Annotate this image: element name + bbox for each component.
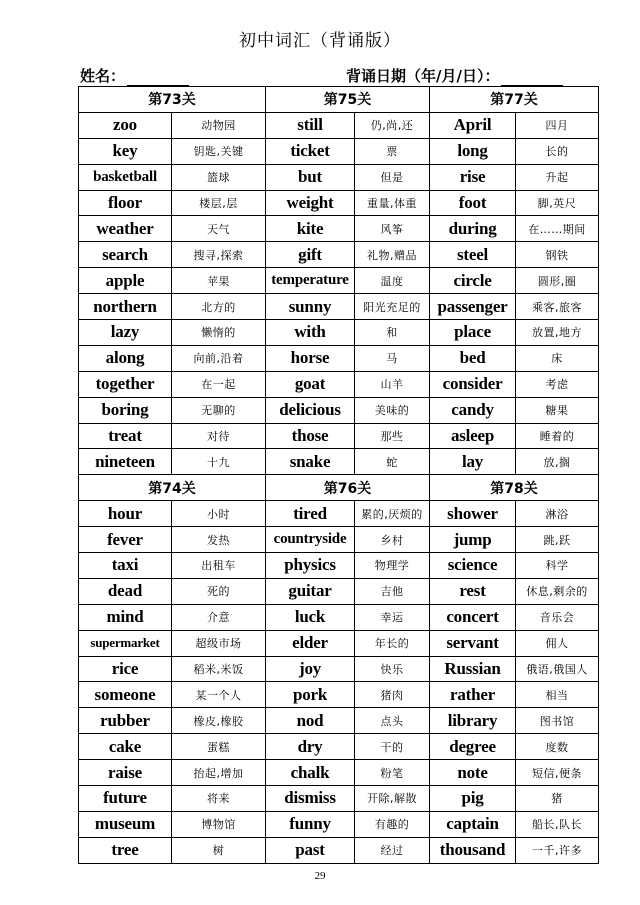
table-row <box>79 553 599 579</box>
level-title: 第76关 <box>266 475 430 501</box>
english-word: dry <box>266 734 355 760</box>
chinese-meaning: 搜寻,探索 <box>172 242 266 268</box>
chinese-meaning: 度数 <box>516 734 599 760</box>
table-row <box>79 604 599 630</box>
english-word: candy <box>430 397 516 423</box>
chinese-meaning: 小时 <box>172 501 266 527</box>
chinese-meaning: 科学 <box>516 553 599 579</box>
english-word: boring <box>79 397 172 423</box>
english-word: sunny <box>266 294 355 320</box>
english-word: floor <box>79 190 172 216</box>
english-word: elder <box>266 630 355 656</box>
chinese-meaning: 阳光充足的 <box>355 294 430 320</box>
level-title: 第73关 <box>79 87 266 113</box>
english-word: goat <box>266 371 355 397</box>
english-word: asleep <box>430 423 516 449</box>
chinese-meaning: 树 <box>172 837 266 863</box>
chinese-meaning: 图书馆 <box>516 708 599 734</box>
chinese-meaning: 脚,英尺 <box>516 190 599 216</box>
chinese-meaning: 北方的 <box>172 294 266 320</box>
table-row <box>79 294 599 320</box>
chinese-meaning: 乡村 <box>355 527 430 553</box>
table-row <box>79 242 599 268</box>
english-word: passenger <box>430 294 516 320</box>
english-word: apple <box>79 268 172 294</box>
english-word: rather <box>430 682 516 708</box>
name-field <box>80 64 189 86</box>
chinese-meaning: 动物园 <box>172 112 266 138</box>
english-word: cake <box>79 734 172 760</box>
english-word: delicious <box>266 397 355 423</box>
english-word: pig <box>430 786 516 812</box>
chinese-meaning: 吉他 <box>355 578 430 604</box>
english-word: physics <box>266 553 355 579</box>
english-word: lazy <box>79 320 172 346</box>
chinese-meaning: 有趣的 <box>355 811 430 837</box>
level-header-row <box>79 475 599 501</box>
name-blank <box>127 70 189 86</box>
english-word: ticket <box>266 138 355 164</box>
table-row <box>79 630 599 656</box>
english-word: shower <box>430 501 516 527</box>
chinese-meaning: 音乐会 <box>516 604 599 630</box>
table-row <box>79 682 599 708</box>
chinese-meaning: 累的,厌烦的 <box>355 501 430 527</box>
english-word: horse <box>266 345 355 371</box>
english-word: temperature <box>266 268 355 294</box>
table-row <box>79 734 599 760</box>
english-word: library <box>430 708 516 734</box>
table-row <box>79 708 599 734</box>
chinese-meaning: 十九 <box>172 449 266 475</box>
chinese-meaning: 楼层,层 <box>172 190 266 216</box>
chinese-meaning: 钢铁 <box>516 242 599 268</box>
english-word: chalk <box>266 760 355 786</box>
english-word: fever <box>79 527 172 553</box>
english-word: jump <box>430 527 516 553</box>
chinese-meaning: 温度 <box>355 268 430 294</box>
english-word: pork <box>266 682 355 708</box>
english-word: place <box>430 320 516 346</box>
english-word: together <box>79 371 172 397</box>
level-title: 第74关 <box>79 475 266 501</box>
english-word: someone <box>79 682 172 708</box>
table-row <box>79 449 599 475</box>
table-row <box>79 423 599 449</box>
level-title: 第75关 <box>266 87 430 113</box>
chinese-meaning: 睡着的 <box>516 423 599 449</box>
chinese-meaning: 介意 <box>172 604 266 630</box>
english-word: lay <box>430 449 516 475</box>
english-word: search <box>79 242 172 268</box>
english-word: with <box>266 320 355 346</box>
chinese-meaning: 稻米,米饭 <box>172 656 266 682</box>
chinese-meaning: 无聊的 <box>172 397 266 423</box>
table-row <box>79 345 599 371</box>
table-row <box>79 501 599 527</box>
table-row <box>79 216 599 242</box>
english-word: those <box>266 423 355 449</box>
chinese-meaning: 蛋糕 <box>172 734 266 760</box>
chinese-meaning: 考虑 <box>516 371 599 397</box>
chinese-meaning: 在……期间 <box>516 216 599 242</box>
english-word: bed <box>430 345 516 371</box>
chinese-meaning: 橡皮,橡胶 <box>172 708 266 734</box>
english-word: northern <box>79 294 172 320</box>
chinese-meaning: 向前,沿着 <box>172 345 266 371</box>
english-word: treat <box>79 423 172 449</box>
chinese-meaning: 放置,地方 <box>516 320 599 346</box>
chinese-meaning: 蛇 <box>355 449 430 475</box>
english-word: April <box>430 112 516 138</box>
chinese-meaning: 美味的 <box>355 397 430 423</box>
chinese-meaning: 粉笔 <box>355 760 430 786</box>
table-row <box>79 112 599 138</box>
english-word: during <box>430 216 516 242</box>
table-row <box>79 190 599 216</box>
english-word: rise <box>430 164 516 190</box>
english-word: but <box>266 164 355 190</box>
level-title: 第77关 <box>430 87 599 113</box>
chinese-meaning: 俄语,俄国人 <box>516 656 599 682</box>
date-label: 背诵日期（年/月/日）： <box>346 67 500 85</box>
english-word: future <box>79 786 172 812</box>
english-word: captain <box>430 811 516 837</box>
date-field <box>346 64 563 86</box>
chinese-meaning: 乘客,旅客 <box>516 294 599 320</box>
chinese-meaning: 佣人 <box>516 630 599 656</box>
english-word: still <box>266 112 355 138</box>
chinese-meaning: 船长,队长 <box>516 811 599 837</box>
english-word: rest <box>430 578 516 604</box>
english-word: tree <box>79 837 172 863</box>
chinese-meaning: 博物馆 <box>172 811 266 837</box>
chinese-meaning: 仍,尚,还 <box>355 112 430 138</box>
english-word: rubber <box>79 708 172 734</box>
english-word: servant <box>430 630 516 656</box>
chinese-meaning: 票 <box>355 138 430 164</box>
english-word: key <box>79 138 172 164</box>
chinese-meaning: 床 <box>516 345 599 371</box>
english-word: supermarket <box>79 630 172 656</box>
english-word: joy <box>266 656 355 682</box>
english-word: gift <box>266 242 355 268</box>
english-word: hour <box>79 501 172 527</box>
chinese-meaning: 跳,跃 <box>516 527 599 553</box>
english-word: rice <box>79 656 172 682</box>
chinese-meaning: 升起 <box>516 164 599 190</box>
english-word: degree <box>430 734 516 760</box>
english-word: weather <box>79 216 172 242</box>
chinese-meaning: 苹果 <box>172 268 266 294</box>
table-row <box>79 371 599 397</box>
chinese-meaning: 死的 <box>172 578 266 604</box>
english-word: basketball <box>79 164 172 190</box>
table-row <box>79 656 599 682</box>
table-row <box>79 268 599 294</box>
chinese-meaning: 物理学 <box>355 553 430 579</box>
english-word: long <box>430 138 516 164</box>
english-word: circle <box>430 268 516 294</box>
table-row <box>79 527 599 553</box>
english-word: steel <box>430 242 516 268</box>
chinese-meaning: 但是 <box>355 164 430 190</box>
english-word: zoo <box>79 112 172 138</box>
chinese-meaning: 快乐 <box>355 656 430 682</box>
chinese-meaning: 开除,解散 <box>355 786 430 812</box>
table-row <box>79 320 599 346</box>
english-word: note <box>430 760 516 786</box>
english-word: dead <box>79 578 172 604</box>
english-word: luck <box>266 604 355 630</box>
vocab-table-body <box>79 87 599 864</box>
table-row <box>79 164 599 190</box>
english-word: nod <box>266 708 355 734</box>
chinese-meaning: 点头 <box>355 708 430 734</box>
english-word: consider <box>430 371 516 397</box>
chinese-meaning: 发热 <box>172 527 266 553</box>
english-word: taxi <box>79 553 172 579</box>
english-word: funny <box>266 811 355 837</box>
chinese-meaning: 和 <box>355 320 430 346</box>
chinese-meaning: 山羊 <box>355 371 430 397</box>
english-word: dismiss <box>266 786 355 812</box>
page-number: 29 <box>314 870 326 882</box>
english-word: science <box>430 553 516 579</box>
table-row <box>79 811 599 837</box>
english-word: raise <box>79 760 172 786</box>
level-title: 第78关 <box>430 475 599 501</box>
name-label: 姓名： <box>80 67 126 85</box>
chinese-meaning: 对待 <box>172 423 266 449</box>
chinese-meaning: 休息,剩余的 <box>516 578 599 604</box>
table-row <box>79 760 599 786</box>
table-row <box>79 138 599 164</box>
chinese-meaning: 在一起 <box>172 371 266 397</box>
vocab-table <box>78 86 599 864</box>
table-row <box>79 578 599 604</box>
chinese-meaning: 年长的 <box>355 630 430 656</box>
english-word: tired <box>266 501 355 527</box>
chinese-meaning: 抬起,增加 <box>172 760 266 786</box>
date-blank <box>501 70 563 86</box>
chinese-meaning: 一千,许多 <box>516 837 599 863</box>
english-word: foot <box>430 190 516 216</box>
english-word: nineteen <box>79 449 172 475</box>
english-word: along <box>79 345 172 371</box>
chinese-meaning: 干的 <box>355 734 430 760</box>
table-row <box>79 837 599 863</box>
english-word: kite <box>266 216 355 242</box>
chinese-meaning: 超级市场 <box>172 630 266 656</box>
english-word: thousand <box>430 837 516 863</box>
table-row <box>79 397 599 423</box>
chinese-meaning: 猪肉 <box>355 682 430 708</box>
chinese-meaning: 钥匙,关键 <box>172 138 266 164</box>
chinese-meaning: 淋浴 <box>516 501 599 527</box>
level-header-row <box>79 87 599 113</box>
chinese-meaning: 长的 <box>516 138 599 164</box>
english-word: weight <box>266 190 355 216</box>
chinese-meaning: 糖果 <box>516 397 599 423</box>
chinese-meaning: 猪 <box>516 786 599 812</box>
chinese-meaning: 那些 <box>355 423 430 449</box>
chinese-meaning: 懒惰的 <box>172 320 266 346</box>
english-word: snake <box>266 449 355 475</box>
chinese-meaning: 圆形,圈 <box>516 268 599 294</box>
chinese-meaning: 某一个人 <box>172 682 266 708</box>
chinese-meaning: 经过 <box>355 837 430 863</box>
chinese-meaning: 放,搁 <box>516 449 599 475</box>
english-word: Russian <box>430 656 516 682</box>
chinese-meaning: 幸运 <box>355 604 430 630</box>
chinese-meaning: 四月 <box>516 112 599 138</box>
page-title: 初中词汇（背诵版） <box>239 31 401 51</box>
chinese-meaning: 短信,便条 <box>516 760 599 786</box>
english-word: mind <box>79 604 172 630</box>
chinese-meaning: 天气 <box>172 216 266 242</box>
chinese-meaning: 重量,体重 <box>355 190 430 216</box>
chinese-meaning: 风筝 <box>355 216 430 242</box>
table-row <box>79 786 599 812</box>
english-word: guitar <box>266 578 355 604</box>
chinese-meaning: 马 <box>355 345 430 371</box>
english-word: concert <box>430 604 516 630</box>
chinese-meaning: 将来 <box>172 786 266 812</box>
english-word: countryside <box>266 527 355 553</box>
english-word: past <box>266 837 355 863</box>
chinese-meaning: 出租车 <box>172 553 266 579</box>
english-word: museum <box>79 811 172 837</box>
chinese-meaning: 篮球 <box>172 164 266 190</box>
chinese-meaning: 相当 <box>516 682 599 708</box>
chinese-meaning: 礼物,赠品 <box>355 242 430 268</box>
